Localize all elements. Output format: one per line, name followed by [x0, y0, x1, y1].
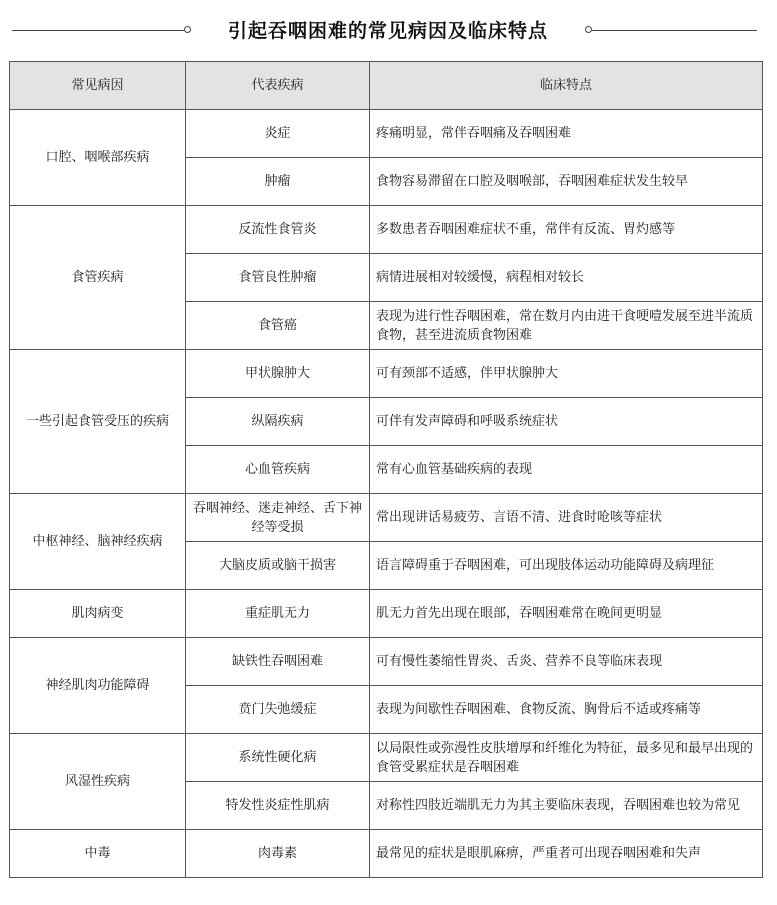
- feature-cell: 常出现讲话易疲劳、言语不清、进食时呛咳等症状: [370, 494, 763, 542]
- disease-cell: 食管癌: [186, 302, 370, 350]
- cause-cell: 神经肌肉功能障碍: [10, 638, 186, 734]
- disease-cell: 特发性炎症性肌病: [186, 782, 370, 830]
- title-rule-right: [592, 30, 757, 31]
- table-row: [10, 590, 763, 638]
- table-row: [10, 206, 763, 254]
- feature-cell: 表现为间歇性吞咽困难、食物反流、胸骨后不适或疼痛等: [370, 686, 763, 734]
- cause-cell: 食管疾病: [10, 206, 186, 350]
- feature-cell: 可有颈部不适感，伴甲状腺肿大: [370, 350, 763, 398]
- disease-cell: 大脑皮质或脑干损害: [186, 542, 370, 590]
- title-row: [0, 0, 777, 56]
- disease-cell: 炎症: [186, 110, 370, 158]
- feature-cell: 语言障碍重于吞咽困难，可出现肢体运动功能障碍及病理征: [370, 542, 763, 590]
- feature-cell: 以局限性或弥漫性皮肤增厚和纤维化为特征，最多见和最早出现的食管受累症状是吞咽困难: [370, 734, 763, 782]
- cause-cell: 中毒: [10, 830, 186, 878]
- title-ornament-left: [184, 26, 191, 33]
- header-cause: 常见病因: [10, 62, 186, 110]
- title-rule-left: [12, 30, 184, 31]
- cause-cell: 风湿性疾病: [10, 734, 186, 830]
- disease-cell: 贲门失弛缓症: [186, 686, 370, 734]
- disease-cell: 甲状腺肿大: [186, 350, 370, 398]
- header-feature: 临床特点: [370, 62, 763, 110]
- table-header-row: [10, 62, 763, 110]
- feature-cell: 病情进展相对较缓慢，病程相对较长: [370, 254, 763, 302]
- feature-cell: 最常见的症状是眼肌麻痹，严重者可出现吞咽困难和失声: [370, 830, 763, 878]
- header-disease: 代表疾病: [186, 62, 370, 110]
- disease-cell: 反流性食管炎: [186, 206, 370, 254]
- disease-cell: 肿瘤: [186, 158, 370, 206]
- table-row: [10, 350, 763, 398]
- table-row: [10, 734, 763, 782]
- disease-cell: 纵隔疾病: [186, 398, 370, 446]
- disease-cell: 重症肌无力: [186, 590, 370, 638]
- disease-cell: 吞咽神经、迷走神经、舌下神经等受损: [186, 494, 370, 542]
- table-row: [10, 494, 763, 542]
- feature-cell: 食物容易滞留在口腔及咽喉部，吞咽困难症状发生较早: [370, 158, 763, 206]
- disease-cell: 食管良性肿瘤: [186, 254, 370, 302]
- table-row: [10, 110, 763, 158]
- page-title: 引起吞咽困难的常见病因及临床特点: [227, 20, 548, 42]
- feature-cell: 疼痛明显，常伴吞咽痛及吞咽困难: [370, 110, 763, 158]
- feature-cell: 表现为进行性吞咽困难，常在数月内由进干食哽噎发展至进半流质食物，甚至进流质食物困难: [370, 302, 763, 350]
- feature-cell: 可伴有发声障碍和呼吸系统症状: [370, 398, 763, 446]
- title-ornament-right: [585, 26, 592, 33]
- feature-cell: 对称性四肢近端肌无力为其主要临床表现，吞咽困难也较为常见: [370, 782, 763, 830]
- cause-cell: 肌肉病变: [10, 590, 186, 638]
- table-row: [10, 638, 763, 686]
- causes-table: [9, 61, 763, 878]
- disease-cell: 缺铁性吞咽困难: [186, 638, 370, 686]
- cause-cell: 中枢神经、脑神经疾病: [10, 494, 186, 590]
- disease-cell: 肉毒素: [186, 830, 370, 878]
- feature-cell: 常有心血管基础疾病的表现: [370, 446, 763, 494]
- table-body: [10, 110, 763, 878]
- feature-cell: 多数患者吞咽困难症状不重，常伴有反流、胃灼感等: [370, 206, 763, 254]
- cause-cell: 口腔、咽喉部疾病: [10, 110, 186, 206]
- table-row: [10, 830, 763, 878]
- disease-cell: 系统性硬化病: [186, 734, 370, 782]
- feature-cell: 肌无力首先出现在眼部，吞咽困难常在晚间更明显: [370, 590, 763, 638]
- cause-cell: 一些引起食管受压的疾病: [10, 350, 186, 494]
- disease-cell: 心血管疾病: [186, 446, 370, 494]
- feature-cell: 可有慢性萎缩性胃炎、舌炎、营养不良等临床表现: [370, 638, 763, 686]
